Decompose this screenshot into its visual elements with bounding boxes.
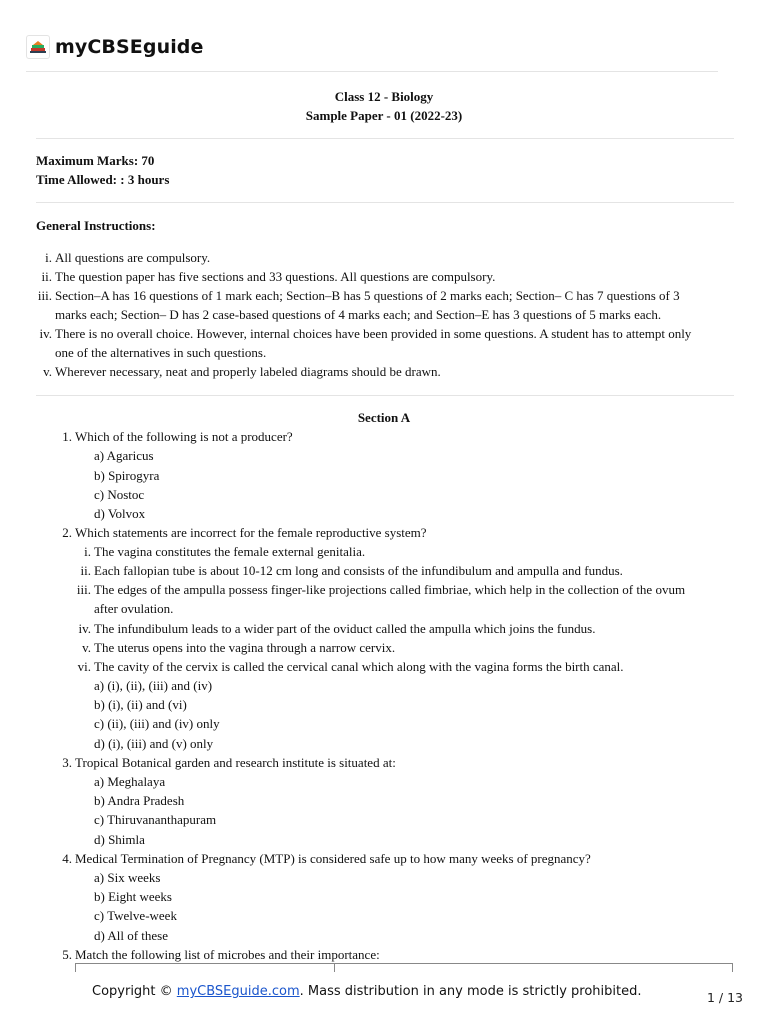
title-divider (36, 138, 734, 139)
question-text: Which of the following is not a producer? (75, 429, 293, 444)
option: b) Spirogyra (94, 468, 160, 483)
header-divider (26, 71, 718, 72)
instruction-text: The question paper has five sections and 33 questions. All questions are compulsory. (55, 269, 496, 284)
instruction-number: v. (43, 364, 52, 379)
instruction-text: There is no overall choice. However, internal choices have been provided in some questions. A student has to attempt only (55, 326, 692, 341)
question-text: Match the following list of microbes and their importance: (75, 947, 380, 962)
instruction-number: iii. (37, 288, 52, 303)
option: c) Twelve-week (94, 908, 177, 923)
question-text: Tropical Botanical garden and research institute is situated at: (75, 755, 396, 770)
site-link[interactable]: myCBSEguide.com (176, 984, 300, 999)
option: b) Andra Pradesh (94, 793, 185, 808)
maximum-marks: Maximum Marks: 70 (36, 153, 155, 168)
statement-text: The infundibulum leads to a wider part of the oviduct called the ampulla which joins the fundus. (94, 621, 596, 636)
copyright-notice (92, 984, 641, 999)
statement-text: The cavity of the cervix is called the cervical canal which along with the vagina forms the birth canal. (94, 659, 624, 674)
copyright-prefix: Copyright © (92, 984, 177, 999)
statement-text: Each fallopian tube is about 10-12 cm long and consists of the infundibulum and ampulla and fundus. (94, 563, 623, 578)
page-number: 1 / 13 (706, 990, 743, 1005)
section-heading: Section A (357, 410, 411, 425)
option: a) Agaricus (94, 448, 154, 463)
meta-divider (36, 202, 734, 203)
statement-number: iii. (76, 582, 91, 597)
statement-number: v. (82, 640, 91, 655)
option: a) Meghalaya (94, 774, 166, 789)
statement-text: The uterus opens into the vagina through a narrow cervix. (94, 640, 396, 655)
statement-number: i. (84, 544, 91, 559)
instruction-text: Wherever necessary, neat and properly labeled diagrams should be drawn. (55, 364, 441, 379)
instruction-text: Section–A has 16 questions of 1 mark each; Section–B has 5 questions of 2 marks each; Section– C has 7 questions of 3 (55, 288, 680, 303)
question-number: 3. (62, 755, 72, 770)
option: a) (i), (ii), (iii) and (iv) (94, 678, 213, 693)
option: c) (ii), (iii) and (iv) only (94, 716, 220, 731)
logo-icon[interactable] (26, 35, 50, 59)
instructions-divider (36, 395, 734, 396)
question-number: 1. (62, 429, 72, 444)
match-table (75, 963, 733, 972)
instruction-number: i. (45, 250, 52, 265)
option: b) Eight weeks (94, 889, 172, 904)
paper-class: Class 12 - Biology (334, 89, 434, 104)
option: c) Nostoc (94, 487, 145, 502)
statement-text: The vagina constitutes the female external genitalia. (94, 544, 366, 559)
time-allowed: Time Allowed: : 3 hours (36, 172, 170, 187)
question-text: Which statements are incorrect for the female reproductive system? (75, 525, 427, 540)
option: d) Shimla (94, 832, 145, 847)
option: c) Thiruvananthapuram (94, 812, 217, 827)
statement-number: vi. (77, 659, 91, 674)
instruction-text: All questions are compulsory. (55, 250, 211, 265)
instruction-number: ii. (41, 269, 52, 284)
statement-text: after ovulation. (94, 601, 174, 616)
instruction-number: iv. (39, 326, 52, 341)
instruction-text: one of the alternatives in such questions. (55, 345, 267, 360)
question-number: 2. (62, 525, 72, 540)
statement-number: ii. (80, 563, 91, 578)
option: d) All of these (94, 928, 169, 943)
option: b) (i), (ii) and (vi) (94, 697, 187, 712)
site-header (26, 34, 204, 60)
option: a) Six weeks (94, 870, 161, 885)
option: d) Volvox (94, 506, 146, 521)
copyright-suffix: . Mass distribution in any mode is strictly prohibited. (299, 984, 642, 999)
question-text: Medical Termination of Pregnancy (MTP) is considered safe up to how many weeks of pregnancy? (75, 851, 591, 866)
option: d) (i), (iii) and (v) only (94, 736, 214, 751)
instruction-text: marks each; Section– D has 2 case-based questions of 4 marks each; and Section–E has 3 questions of 5 marks each. (55, 307, 662, 322)
instructions-heading: General Instructions: (36, 218, 156, 233)
paper-title: Sample Paper - 01 (2022-23) (305, 108, 463, 123)
statement-text: The edges of the ampulla possess finger-like projections called fimbriae, which help in the collection of the ovum (94, 582, 686, 597)
statement-number: iv. (78, 621, 91, 636)
question-number: 5. (62, 947, 72, 962)
brand-name[interactable]: myCBSEguide (55, 36, 204, 58)
question-number: 4. (62, 851, 72, 866)
